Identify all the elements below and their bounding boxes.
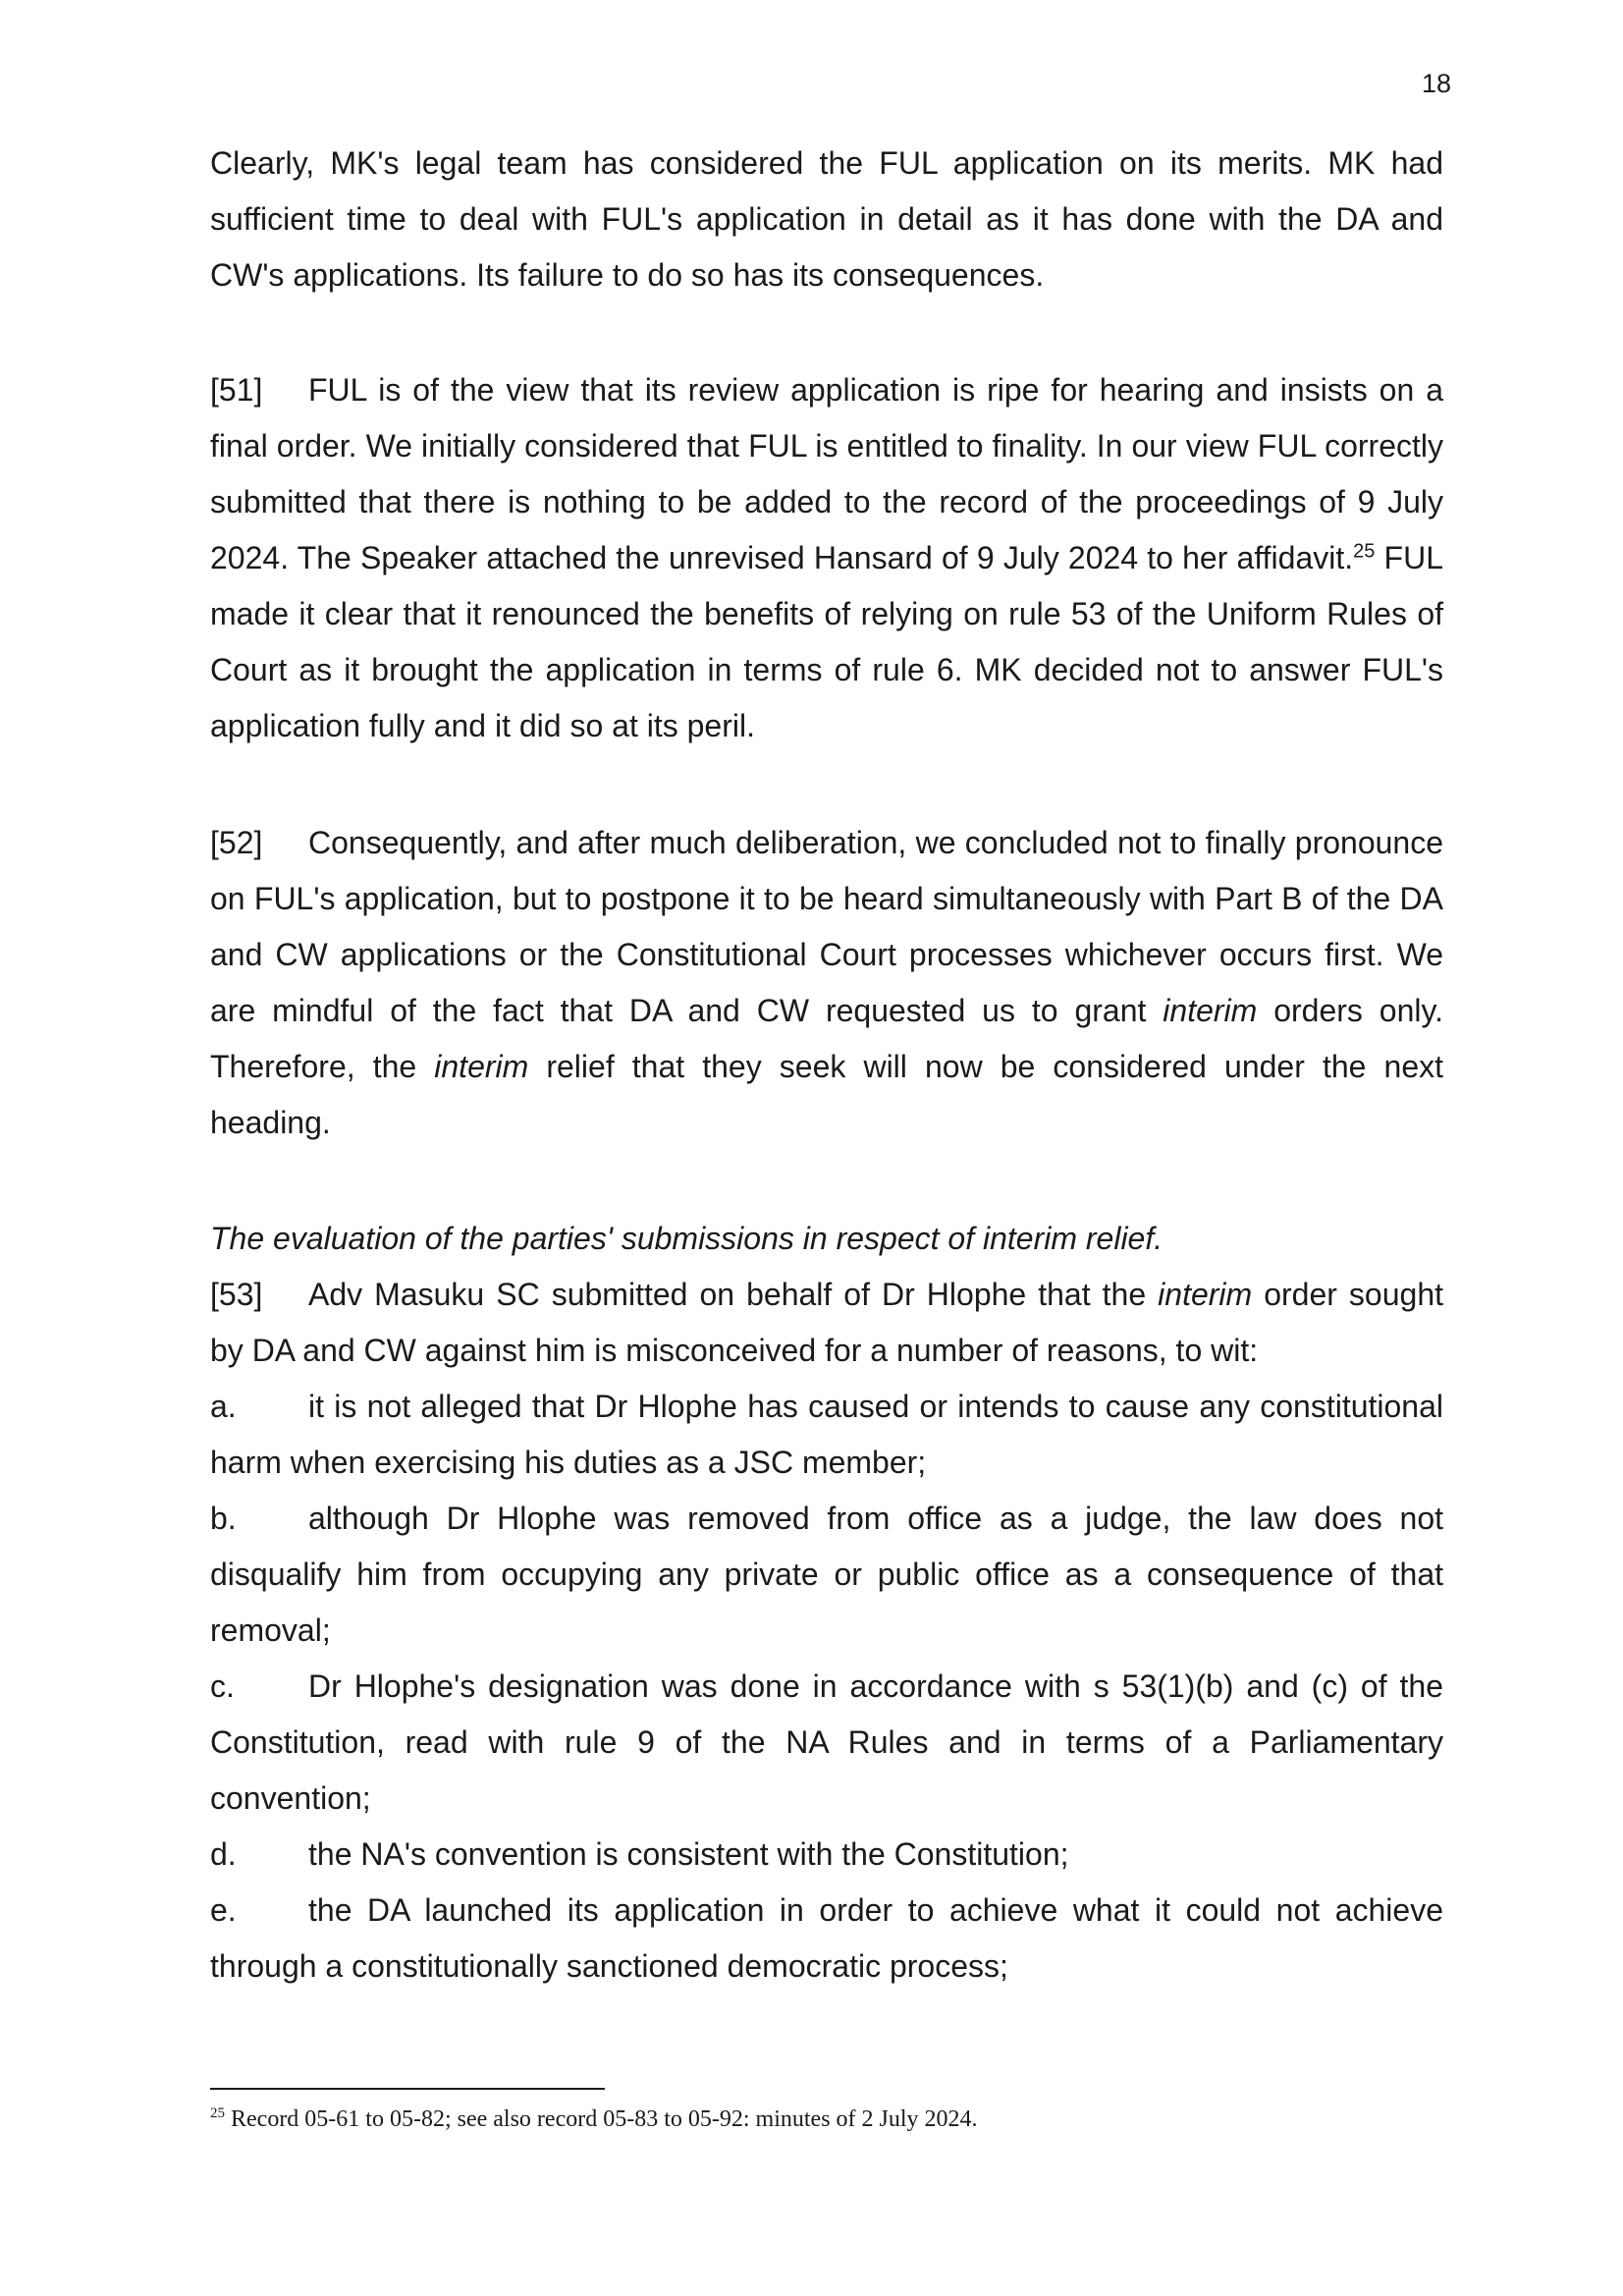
- footnote: [210, 2106, 1388, 2133]
- paragraph-text: relief that they seek will now be considered under the next heading.: [210, 1049, 1444, 1140]
- italic-term: interim: [434, 1049, 529, 1084]
- list-item-text: the NA's convention is consistent with the Constitution;: [308, 1836, 1069, 1872]
- paragraph-number: [53]: [210, 1277, 263, 1312]
- paragraph-text: Clearly, MK's legal team has considered the FUL application on its merits. MK had sufficient time to deal with FUL's application in detail as it has done with the DA and CW's applications. Its failure to do so has its consequences.: [210, 145, 1443, 293]
- list-item-label: e.: [210, 1892, 237, 1928]
- list-item: [210, 1379, 1443, 1491]
- paragraph-51: [210, 362, 1443, 754]
- paragraph-text: order sought by DA and CW against him is misconceived for a number of reasons, to wit:: [210, 1277, 1444, 1368]
- paragraph-number: [52]: [210, 825, 263, 860]
- footnote-reference[interactable]: 25: [1353, 540, 1376, 563]
- list-item-label: c.: [210, 1668, 235, 1704]
- list-item-text: Dr Hlophe's designation was done in accordance with s 53(1)(b) and (c) of the Constitution, read with rule 9 of the NA Rules and in terms of a Parliamentary convention;: [210, 1668, 1443, 1816]
- page-number: 18: [1421, 69, 1451, 98]
- list-item-label: b.: [210, 1501, 237, 1536]
- footnote-number: 25: [210, 2105, 225, 2121]
- list-item-text: the DA launched its application in order to achieve what it could not achieve through a constitutionally sanctioned democratic process;: [210, 1892, 1443, 1984]
- list-item: [210, 1659, 1443, 1827]
- list-item-text: it is not alleged that Dr Hlophe has caused or intends to cause any constitutional harm when exercising his duties as a JSC member;: [210, 1389, 1443, 1480]
- paragraph-number: [51]: [210, 372, 263, 408]
- footnote-text: Record 05-61 to 05-82; see also record 05-83 to 05-92: minutes of 2 July 2024.: [231, 2106, 978, 2132]
- list-item: [210, 1883, 1443, 1995]
- paragraph-text: orders only. Therefore, the: [210, 993, 1444, 1084]
- list-item-text: although Dr Hlophe was removed from office as a judge, the law does not disqualify him from occupying any private or public office as a consequence of that removal;: [210, 1501, 1443, 1648]
- list-item-label: d.: [210, 1836, 237, 1872]
- paragraph-text: Consequently, and after much deliberation, we concluded not to finally pronounce on FUL's application, but to postpone it to be heard simultaneously with Part B of the DA and CW applications or the Constitutional Court processes whichever occurs first. We are mindful of the fact that DA and CW requested us to grant: [210, 825, 1443, 1028]
- paragraph-text: Adv Masuku SC submitted on behalf of Dr Hlophe that the: [308, 1277, 1159, 1312]
- paragraph-text-continued: FUL made it clear that it renounced the benefits of relying on rule 53 of the Uniform Rules of Court as it brought the application in terms of rule 6. MK decided not to answer FUL's application fully and it did so at its peril.: [210, 540, 1443, 743]
- section-interim-relief: [210, 1211, 1443, 1995]
- paragraph-52: [210, 815, 1443, 1151]
- list-item: [210, 1491, 1443, 1659]
- paragraph-text: FUL is of the view that its review application is ripe for hearing and insists on a final order. We initially considered that FUL is entitled to finality. In our view FUL correctly submitted that there is nothing to be added to the record of the proceedings of 9 July 2024. The Speaker attached the unrevised Hansard of 9 July 2024 to her affidavit.: [210, 372, 1443, 575]
- list-item: [210, 1827, 1443, 1883]
- footnote-divider: [210, 2088, 605, 2090]
- paragraph-53: [210, 1267, 1443, 1379]
- section-heading: The evaluation of the parties' submissions in respect of interim relief.: [210, 1221, 1163, 1256]
- list-item-label: a.: [210, 1389, 237, 1424]
- paragraph-continuation: [210, 136, 1443, 303]
- italic-term: interim: [1163, 993, 1258, 1028]
- italic-term: interim: [1158, 1277, 1253, 1312]
